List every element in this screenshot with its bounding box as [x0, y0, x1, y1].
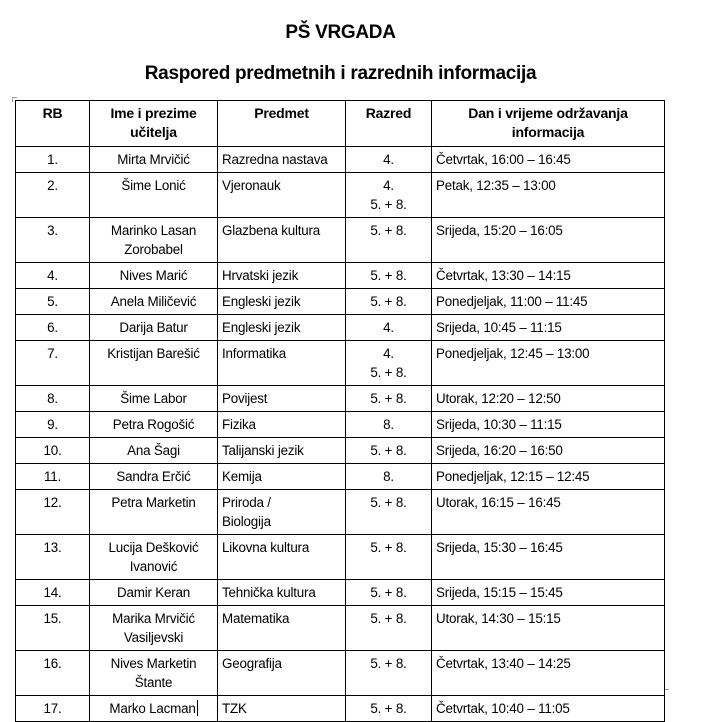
- cell-teacher-line: Ivanović: [129, 559, 178, 574]
- cell-grade-line: 5. + 8.: [370, 656, 407, 671]
- cell-rb[interactable]: [16, 412, 90, 438]
- cell-time-text: Ponedjeljak, 11:00 – 11:45: [436, 294, 588, 309]
- table-row: [16, 606, 665, 651]
- table-row: [16, 651, 665, 696]
- schedule-table: [15, 100, 665, 722]
- cell-teacher[interactable]: [90, 263, 218, 289]
- cell-time[interactable]: [432, 147, 665, 173]
- cell-subject[interactable]: [218, 535, 346, 580]
- cell-subject[interactable]: [218, 386, 346, 412]
- table-row: [16, 147, 665, 173]
- cell-rb[interactable]: [16, 535, 90, 580]
- cell-teacher-line: Lucija Dešković: [108, 540, 199, 555]
- cell-rb-text: 8.: [47, 391, 58, 406]
- cell-grade-line: 5. + 8.: [370, 611, 407, 626]
- cell-teacher[interactable]: [90, 606, 218, 651]
- table-row: [16, 580, 665, 606]
- cell-time-text: Četvrtak, 13:40 – 14:25: [436, 656, 571, 671]
- cell-rb-text: 7.: [47, 346, 58, 361]
- cell-grade-line: 5. + 8.: [370, 540, 407, 555]
- cell-subject-line: Likovna kultura: [222, 540, 310, 555]
- header-grade: Razred: [346, 101, 432, 147]
- cell-time[interactable]: [432, 341, 665, 386]
- table-row: [16, 173, 665, 218]
- cell-teacher-line: Mirta Mrvičić: [117, 152, 190, 167]
- cell-grade-line: 5. + 8.: [370, 197, 407, 212]
- cell-time[interactable]: [432, 412, 665, 438]
- cell-grade[interactable]: [346, 606, 432, 651]
- table-row: [16, 315, 665, 341]
- cell-time[interactable]: [432, 173, 665, 218]
- cell-subject[interactable]: [218, 263, 346, 289]
- cell-subject-line: Glazbena kultura: [222, 223, 321, 238]
- cell-rb-text: 16.: [43, 656, 62, 671]
- cell-subject-line: Povijest: [222, 391, 268, 406]
- cell-rb-text: 5.: [47, 294, 58, 309]
- cell-rb[interactable]: [16, 263, 90, 289]
- header-time: Dan i vrijeme održavanja informacija: [432, 101, 665, 147]
- header-teacher: Ime i prezime učitelja: [90, 101, 218, 147]
- cell-teacher[interactable]: [90, 696, 218, 722]
- table-header-row: [16, 101, 665, 147]
- cell-teacher-line: Petra Rogošić: [112, 417, 195, 432]
- cell-time-text: Utorak, 16:15 – 16:45: [436, 495, 561, 510]
- cell-grade[interactable]: [346, 173, 432, 218]
- cell-subject-line: Biologija: [222, 514, 271, 529]
- cell-teacher[interactable]: [90, 315, 218, 341]
- cell-subject-line: Informatika: [222, 346, 287, 361]
- cell-time-text: Utorak, 14:30 – 15:15: [436, 611, 561, 626]
- cell-time[interactable]: [432, 218, 665, 263]
- cell-subject[interactable]: [218, 490, 346, 535]
- cell-teacher-line: Štante: [134, 675, 173, 690]
- cell-rb[interactable]: [16, 580, 90, 606]
- cell-rb[interactable]: [16, 696, 90, 722]
- cell-subject-line: Geografija: [222, 656, 282, 671]
- cell-grade[interactable]: [346, 386, 432, 412]
- cell-grade[interactable]: [346, 651, 432, 696]
- cell-subject-line: Priroda /: [222, 495, 271, 510]
- cell-subject-line: Tehnička kultura: [222, 585, 316, 600]
- text-cursor: [197, 700, 198, 716]
- cell-teacher-line: Ana Šagi: [127, 443, 180, 458]
- cell-grade-line: 5. + 8.: [370, 268, 407, 283]
- cell-time-text: Srijeda, 10:45 – 11:15: [436, 320, 562, 335]
- cell-subject-line: Vjeronauk: [222, 178, 281, 193]
- cell-rb-text: 14.: [43, 585, 62, 600]
- cell-subject[interactable]: [218, 651, 346, 696]
- cell-teacher[interactable]: [90, 289, 218, 315]
- cell-time[interactable]: [432, 651, 665, 696]
- cell-time[interactable]: [432, 315, 665, 341]
- table-row: [16, 218, 665, 263]
- cell-grade[interactable]: [346, 490, 432, 535]
- cell-grade-line: 5. + 8.: [370, 495, 407, 510]
- cell-subject-line: Razredna nastava: [222, 152, 328, 167]
- cell-time-text: Srijeda, 16:20 – 16:50: [436, 443, 563, 458]
- cell-rb-text: 17.: [43, 701, 62, 716]
- cell-rb[interactable]: [16, 341, 90, 386]
- table-row: [16, 696, 665, 722]
- header-rb: RB: [16, 101, 90, 147]
- cell-teacher[interactable]: [90, 535, 218, 580]
- cell-grade-line: 4.: [383, 320, 394, 335]
- cell-time[interactable]: [432, 696, 665, 722]
- cell-grade[interactable]: [346, 580, 432, 606]
- cell-subject[interactable]: [218, 696, 346, 722]
- cell-time-text: Ponedjeljak, 12:15 – 12:45: [436, 469, 590, 484]
- cell-rb[interactable]: [16, 386, 90, 412]
- cell-time[interactable]: [432, 580, 665, 606]
- cell-subject[interactable]: [218, 580, 346, 606]
- cell-rb-text: 6.: [47, 320, 58, 335]
- table-body: [16, 147, 665, 722]
- cell-subject-line: Hrvatski jezik: [222, 268, 299, 283]
- cell-grade-line: 5. + 8.: [370, 223, 407, 238]
- cell-subject[interactable]: [218, 147, 346, 173]
- cell-grade-line: 8.: [383, 469, 394, 484]
- cell-subject[interactable]: [218, 341, 346, 386]
- cell-grade-line: 5. + 8.: [370, 701, 407, 716]
- cell-subject[interactable]: [218, 173, 346, 218]
- table-row: [16, 490, 665, 535]
- cell-teacher-line: Marika Mrvičić: [112, 611, 195, 626]
- cell-grade[interactable]: [346, 696, 432, 722]
- cell-teacher-line: Vasiljevski: [123, 630, 184, 645]
- cell-teacher-line: Nives Marketin: [110, 656, 197, 671]
- cell-grade[interactable]: [346, 341, 432, 386]
- cell-rb-text: 9.: [47, 417, 58, 432]
- cell-time[interactable]: [432, 263, 665, 289]
- cell-grade[interactable]: [346, 464, 432, 490]
- cell-grade-line: 5. + 8.: [370, 585, 407, 600]
- table-row: [16, 341, 665, 386]
- cell-subject-line: Fizika: [222, 417, 256, 432]
- cell-rb-text: 1.: [47, 152, 58, 167]
- cell-rb-text: 13.: [43, 540, 62, 555]
- cell-time[interactable]: [432, 490, 665, 535]
- cell-teacher-line: Anela Miličević: [110, 294, 197, 309]
- cell-teacher-line: Šime Lonić: [121, 178, 186, 193]
- cell-time-text: Četvrtak, 10:40 – 11:05: [436, 701, 570, 716]
- cell-subject-line: Talijanski jezik: [222, 443, 304, 458]
- cell-grade-line: 4.: [383, 152, 394, 167]
- cell-grade-line: 5. + 8.: [370, 443, 407, 458]
- cell-time-text: Srijeda, 15:20 – 16:05: [436, 223, 563, 238]
- cell-subject-line: TZK: [222, 701, 247, 716]
- cell-time[interactable]: [432, 289, 665, 315]
- table-row: [16, 535, 665, 580]
- cell-grade[interactable]: [346, 289, 432, 315]
- cell-subject-line: Kemija: [222, 469, 262, 484]
- cell-teacher[interactable]: [90, 651, 218, 696]
- cell-subject-line: Engleski jezik: [222, 320, 301, 335]
- cell-teacher-line: Damir Keran: [117, 585, 190, 600]
- table-row: [16, 386, 665, 412]
- cell-teacher[interactable]: [90, 173, 218, 218]
- cell-subject-line: Engleski jezik: [222, 294, 301, 309]
- cell-rb[interactable]: [16, 606, 90, 651]
- cell-teacher[interactable]: [90, 464, 218, 490]
- cell-teacher[interactable]: [90, 147, 218, 173]
- cell-subject[interactable]: [218, 606, 346, 651]
- cell-subject[interactable]: [218, 412, 346, 438]
- table-row: [16, 412, 665, 438]
- cell-teacher[interactable]: [90, 490, 218, 535]
- cell-grade[interactable]: [346, 438, 432, 464]
- cell-time-text: Petak, 12:35 – 13:00: [436, 178, 556, 193]
- cell-subject[interactable]: [218, 464, 346, 490]
- cell-time-text: Ponedjeljak, 12:45 – 13:00: [436, 346, 590, 361]
- cell-time-text: Utorak, 12:20 – 12:50: [436, 391, 561, 406]
- cell-teacher-line: Marko Lacman: [109, 701, 196, 716]
- cell-grade[interactable]: [346, 218, 432, 263]
- cell-subject[interactable]: [218, 438, 346, 464]
- cell-grade[interactable]: [346, 263, 432, 289]
- cell-rb[interactable]: [16, 651, 90, 696]
- cell-grade-line: 5. + 8.: [370, 391, 407, 406]
- cell-teacher[interactable]: [90, 386, 218, 412]
- cell-time-text: Četvrtak, 13:30 – 14:15: [436, 268, 571, 283]
- cell-teacher[interactable]: [90, 341, 218, 386]
- cell-teacher-line: Sandra Erčić: [116, 469, 191, 484]
- document-subtitle: Raspored predmetnih i razrednih informacija: [144, 63, 537, 84]
- table-row: [16, 464, 665, 490]
- cell-teacher[interactable]: [90, 580, 218, 606]
- cell-time-text: Srijeda, 15:30 – 16:45: [436, 540, 563, 555]
- cell-rb[interactable]: [16, 218, 90, 263]
- cell-time-text: Srijeda, 15:15 – 15:45: [436, 585, 563, 600]
- cell-grade[interactable]: [346, 147, 432, 173]
- cell-rb[interactable]: [16, 464, 90, 490]
- cell-time-text: Četvrtak, 16:00 – 16:45: [436, 152, 571, 167]
- cell-time[interactable]: [432, 438, 665, 464]
- cell-teacher-line: Nives Marić: [119, 268, 188, 283]
- cell-rb-text: 4.: [47, 268, 58, 283]
- cell-subject-line: Matematika: [222, 611, 290, 626]
- cell-grade-line: 5. + 8.: [370, 294, 407, 309]
- cell-teacher[interactable]: [90, 412, 218, 438]
- cell-grade[interactable]: [346, 535, 432, 580]
- cell-teacher-line: Šime Labor: [120, 391, 187, 406]
- cell-subject[interactable]: [218, 315, 346, 341]
- cell-rb-text: 11.: [43, 469, 62, 484]
- cell-time-text: Srijeda, 10:30 – 11:15: [436, 417, 562, 432]
- cell-teacher-line: Kristijan Barešić: [107, 346, 200, 361]
- cell-teacher-line: Zorobabel: [124, 242, 183, 257]
- cell-grade-line: 4.: [383, 178, 394, 193]
- cell-teacher-line: Marinko Lasan: [110, 223, 197, 238]
- cell-grade[interactable]: [346, 315, 432, 341]
- table-row: [16, 263, 665, 289]
- document-title: PŠ VRGADA: [285, 22, 396, 43]
- cell-subject[interactable]: [218, 218, 346, 263]
- cell-teacher[interactable]: [90, 218, 218, 263]
- cell-rb[interactable]: [16, 438, 90, 464]
- cell-grade-line: 8.: [383, 417, 394, 432]
- cell-grade[interactable]: [346, 412, 432, 438]
- cell-teacher[interactable]: [90, 438, 218, 464]
- cell-teacher-line: Petra Marketin: [111, 495, 196, 510]
- cell-time[interactable]: [432, 606, 665, 651]
- cell-time[interactable]: [432, 386, 665, 412]
- cell-rb[interactable]: [16, 315, 90, 341]
- cell-time[interactable]: [432, 464, 665, 490]
- cell-rb-text: 10.: [43, 443, 62, 458]
- cell-rb-text: 3.: [47, 223, 58, 238]
- cell-grade-line: 5. + 8.: [370, 365, 407, 380]
- cell-rb[interactable]: [16, 147, 90, 173]
- table-row: [16, 438, 665, 464]
- table-row: [16, 289, 665, 315]
- header-subject: Predmet: [218, 101, 346, 147]
- cell-rb-text: 2.: [47, 178, 58, 193]
- cell-teacher-line: Darija Batur: [119, 320, 188, 335]
- cell-rb-text: 12.: [43, 495, 62, 510]
- cell-rb-text: 15.: [43, 611, 62, 626]
- cell-time[interactable]: [432, 535, 665, 580]
- cell-rb[interactable]: [16, 173, 90, 218]
- cell-grade-line: 4.: [383, 346, 394, 361]
- cell-rb[interactable]: [16, 490, 90, 535]
- cell-subject[interactable]: [218, 289, 346, 315]
- cell-rb[interactable]: [16, 289, 90, 315]
